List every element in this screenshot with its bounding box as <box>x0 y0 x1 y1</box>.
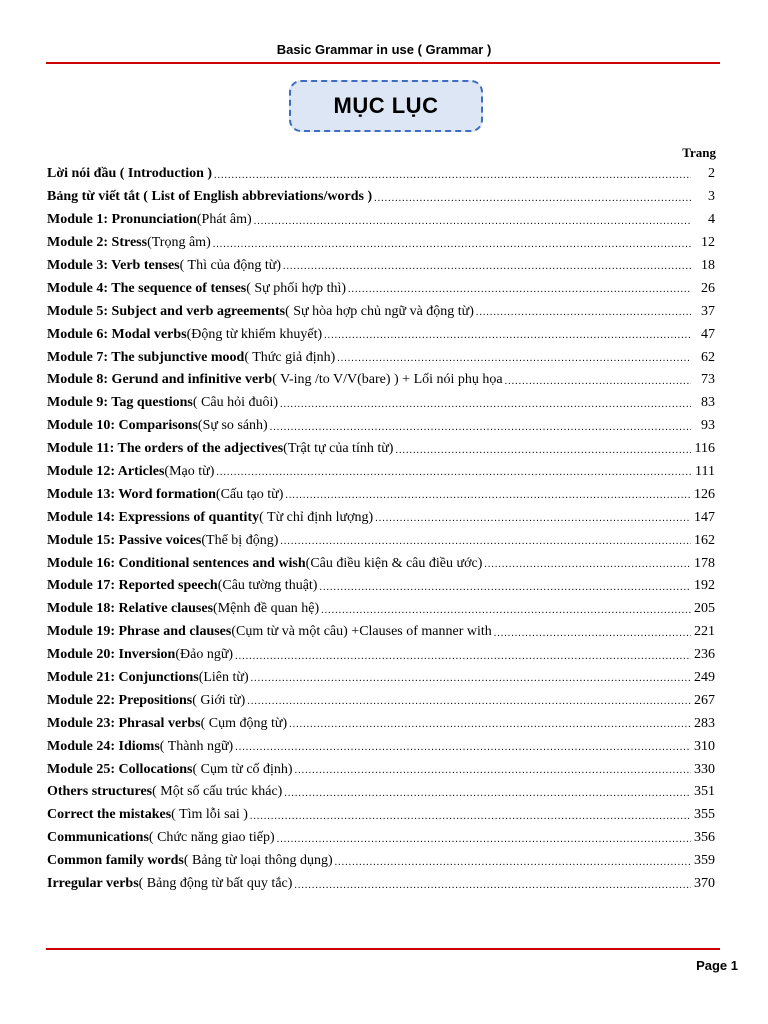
toc-entry-subtitle: (Mạo từ) <box>164 464 215 480</box>
toc-entry-title: Module 16: Conditional sentences and wish <box>47 555 306 571</box>
toc-entry-page: 351 <box>694 784 715 800</box>
toc-entry-subtitle: (Cấu tạo từ) <box>215 486 284 502</box>
toc-entry[interactable] <box>47 506 715 529</box>
toc-entry[interactable] <box>47 415 715 438</box>
toc-entry-title: Module 15: Passive voices <box>47 532 202 548</box>
toc-entry-subtitle: ( Bảng từ loại thông dụng) <box>183 853 333 869</box>
toc-entry-subtitle: ( Thức giả định) <box>244 349 336 365</box>
toc-entry-subtitle: ( Từ chỉ định lượng) <box>259 509 374 525</box>
toc-entry-title: Module 7: The subjunctive mood <box>47 349 245 365</box>
toc-entry-title: Module 1: Pronunciation <box>47 212 197 228</box>
toc-entry-page: 83 <box>701 395 715 411</box>
footer-divider <box>46 948 720 950</box>
toc-entry-title: Module 2: Stress <box>47 235 148 251</box>
dot-leader <box>280 537 691 552</box>
toc-entry-page: 126 <box>694 486 715 502</box>
toc-entry[interactable] <box>47 438 715 461</box>
dot-leader <box>337 354 691 369</box>
toc-entry-subtitle: (Trật tự của tính từ) <box>283 441 394 457</box>
toc-entry[interactable] <box>47 277 715 300</box>
toc-entry-subtitle: ( Cụm động từ) <box>200 715 288 731</box>
toc-entry[interactable] <box>47 873 715 896</box>
toc-entry-subtitle: ( Sự phối hợp thì) <box>246 280 347 296</box>
toc-entry-subtitle: ( Cụm từ cố định) <box>192 761 293 777</box>
toc-entry-title: Module 17: Reported speech <box>47 578 218 594</box>
dot-leader <box>235 652 691 667</box>
toc-entry-title: Module 8: Gerund and infinitive verb <box>47 372 273 388</box>
toc-entry-subtitle: ( V-ing /to V/V(bare) ) + Lối nói phụ họa <box>272 372 503 388</box>
toc-entry-page: 111 <box>695 464 715 480</box>
toc-entry-title: Module 25: Collocations <box>47 761 193 777</box>
toc-entry-title: Communications <box>47 830 149 846</box>
toc-heading-box <box>289 80 483 132</box>
toc-entry[interactable] <box>47 209 715 232</box>
dot-leader <box>395 446 691 461</box>
toc-entry-subtitle: (Đảo ngữ) <box>175 647 234 663</box>
toc-entry-title: Module 13: Word formation <box>47 486 216 502</box>
dot-leader <box>295 766 691 781</box>
toc-entry-subtitle: (Thể bị động) <box>201 532 279 548</box>
toc-entry-subtitle: (Sự so sánh) <box>197 418 268 434</box>
toc-entry-page: 37 <box>701 303 715 319</box>
dot-leader <box>250 812 691 827</box>
toc-entry-title: Module 6: Modal verbs <box>47 326 187 342</box>
toc-entry-page: 93 <box>701 418 715 434</box>
toc-entry-subtitle: (Liên từ) <box>198 670 249 686</box>
toc-entry-page: 47 <box>701 326 715 342</box>
toc-entry-page: 359 <box>694 853 715 869</box>
toc-entry-title: Module 9: Tag questions <box>47 395 193 411</box>
toc-entry[interactable] <box>47 735 715 758</box>
dot-leader <box>214 171 691 186</box>
toc-entry-title: Correct the mistakes <box>47 807 172 823</box>
toc-entry[interactable] <box>47 552 715 575</box>
toc-entry[interactable] <box>47 689 715 712</box>
dot-leader <box>289 720 691 735</box>
toc-entry-subtitle: ( Sự hòa hợp chủ ngữ và động từ) <box>285 303 474 319</box>
toc-entry-title: Lời nói đầu ( Introduction ) <box>47 166 213 182</box>
dot-leader <box>251 674 691 689</box>
dot-leader <box>321 606 691 621</box>
toc-entry-title: Module 22: Prepositions <box>47 692 193 708</box>
dot-leader <box>476 308 691 323</box>
dot-leader <box>270 423 691 438</box>
toc-entry-page: 147 <box>694 509 715 525</box>
toc-entry-subtitle: (Cụm từ và một câu) +Clauses of manner with <box>231 624 492 640</box>
toc-entry[interactable] <box>47 621 715 644</box>
toc-entry-subtitle: (Câu tường thuật) <box>217 578 318 594</box>
toc-entry[interactable] <box>47 781 715 804</box>
toc-entry-page: 221 <box>694 624 715 640</box>
toc-entry[interactable] <box>47 529 715 552</box>
dot-leader <box>283 262 691 277</box>
toc-entry-title: Module 12: Articles <box>47 464 165 480</box>
toc-heading: MỤC LỤC <box>333 93 439 118</box>
dot-leader <box>335 858 691 873</box>
toc-entry-subtitle: (Mệnh đề quan hệ) <box>213 601 320 617</box>
toc-entry-title: Bảng từ viết tắt ( List of English abbreviations/words ) <box>47 189 373 205</box>
toc-entry[interactable] <box>47 392 715 415</box>
toc-entry-page: 356 <box>694 830 715 846</box>
dot-leader <box>247 697 691 712</box>
toc-entry-page: 73 <box>701 372 715 388</box>
toc-entry-page: 192 <box>694 578 715 594</box>
toc-entry-page: 4 <box>708 212 715 228</box>
toc-entry-title: Module 10: Comparisons <box>47 418 198 434</box>
document-header-title: Basic Grammar in use ( Grammar ) <box>276 42 492 57</box>
dot-leader <box>484 560 691 575</box>
toc-entry-subtitle: (Động từ khiếm khuyết) <box>186 326 323 342</box>
toc-entry-page: 310 <box>694 738 715 754</box>
toc-entry-page: 330 <box>694 761 715 777</box>
toc-entry-title: Others structures <box>47 784 153 800</box>
dot-leader <box>294 881 691 896</box>
toc-entry[interactable] <box>47 575 715 598</box>
dot-leader <box>280 400 691 415</box>
toc-entry-subtitle: ( Bảng động từ bất quy tắc) <box>138 876 293 892</box>
toc-entry-title: Module 11: The orders of the adjectives <box>47 441 284 457</box>
toc-entry-subtitle: ( Câu hỏi đuôi) <box>192 395 279 411</box>
header-divider <box>46 62 720 64</box>
dot-leader <box>319 583 691 598</box>
dot-leader <box>277 835 691 850</box>
toc-entry-title: Module 20: Inversion <box>47 647 176 663</box>
toc-entry-page: 62 <box>701 349 715 365</box>
dot-leader <box>285 491 691 506</box>
toc-entry-title: Module 24: Idioms <box>47 738 160 754</box>
toc-entry-title: Module 5: Subject and verb agreements <box>47 303 286 319</box>
toc-entry[interactable] <box>47 598 715 621</box>
toc-entry-page: 178 <box>694 555 715 571</box>
toc-entry-subtitle: ( Giới từ) <box>192 692 246 708</box>
toc-entry-page: 249 <box>694 670 715 686</box>
toc-entry-subtitle: (Trọng âm) <box>147 235 211 251</box>
toc-entry-subtitle: (Phát âm) <box>196 212 252 228</box>
table-of-contents <box>47 163 715 896</box>
toc-entry[interactable] <box>47 323 715 346</box>
toc-entry[interactable] <box>47 369 715 392</box>
toc-entry-subtitle: ( Tìm lỗi sai ) <box>171 807 248 823</box>
toc-entry-page: 18 <box>701 258 715 273</box>
toc-entry[interactable] <box>47 850 715 873</box>
toc-entry-page: 116 <box>694 441 715 457</box>
toc-entry-page: 355 <box>694 807 715 823</box>
toc-entry-page: 370 <box>694 876 715 892</box>
dot-leader <box>213 240 691 255</box>
toc-entry-page: 205 <box>694 601 715 617</box>
toc-entry[interactable] <box>47 255 715 278</box>
toc-entry[interactable] <box>47 346 715 369</box>
toc-entry-title: Module 4: The sequence of tenses <box>47 280 247 296</box>
dot-leader <box>324 331 691 346</box>
dot-leader <box>494 629 691 644</box>
dot-leader <box>216 468 691 483</box>
toc-entry-subtitle: ( Một số cấu trúc khác) <box>152 784 283 800</box>
dot-leader <box>374 194 691 209</box>
toc-entry[interactable] <box>47 232 715 255</box>
dot-leader <box>375 514 691 529</box>
dot-leader <box>348 285 691 300</box>
toc-entry-title: Module 23: Phrasal verbs <box>47 715 201 731</box>
toc-entry-subtitle: (Câu điều kiện & câu điều ước) <box>305 555 483 571</box>
toc-entry[interactable] <box>47 483 715 506</box>
page-column-label: Trang <box>682 145 716 160</box>
toc-entry-title: Common family words <box>47 853 184 869</box>
toc-entry[interactable] <box>47 804 715 827</box>
toc-entry-title: Module 21: Conjunctions <box>47 670 199 686</box>
toc-entry-title: Module 19: Phrase and clauses <box>47 624 232 640</box>
toc-entry[interactable] <box>47 186 715 209</box>
toc-entry-subtitle: ( Thì của động từ) <box>179 258 282 273</box>
dot-leader <box>235 743 691 758</box>
toc-entry-page: 12 <box>701 235 715 251</box>
toc-entry-title: Irregular verbs <box>47 876 139 892</box>
toc-entry[interactable] <box>47 712 715 735</box>
toc-entry-page: 267 <box>694 692 715 708</box>
toc-entry-page: 236 <box>694 647 715 663</box>
toc-entry-page: 162 <box>694 532 715 548</box>
toc-entry-title: Module 3: Verb tenses <box>47 258 180 273</box>
toc-entry[interactable] <box>47 461 715 484</box>
toc-entry-subtitle: ( Thành ngữ) <box>159 738 234 754</box>
dot-leader <box>254 217 691 232</box>
page-number: Page 1 <box>696 958 738 973</box>
toc-entry[interactable] <box>47 667 715 690</box>
dot-leader <box>505 377 691 392</box>
toc-entry-page: 2 <box>708 166 715 182</box>
toc-entry[interactable] <box>47 644 715 667</box>
toc-entry[interactable] <box>47 758 715 781</box>
toc-entry[interactable] <box>47 827 715 850</box>
toc-entry-page: 3 <box>708 189 715 205</box>
toc-entry-title: Module 18: Relative clauses <box>47 601 214 617</box>
toc-entry-title: Module 14: Expressions of quantity <box>47 509 260 525</box>
toc-entry-page: 26 <box>701 280 715 296</box>
toc-entry-page: 283 <box>694 715 715 731</box>
toc-entry[interactable] <box>47 300 715 323</box>
toc-entry-subtitle: ( Chức năng giao tiếp) <box>148 830 275 846</box>
dot-leader <box>284 789 691 804</box>
toc-entry[interactable] <box>47 163 715 186</box>
